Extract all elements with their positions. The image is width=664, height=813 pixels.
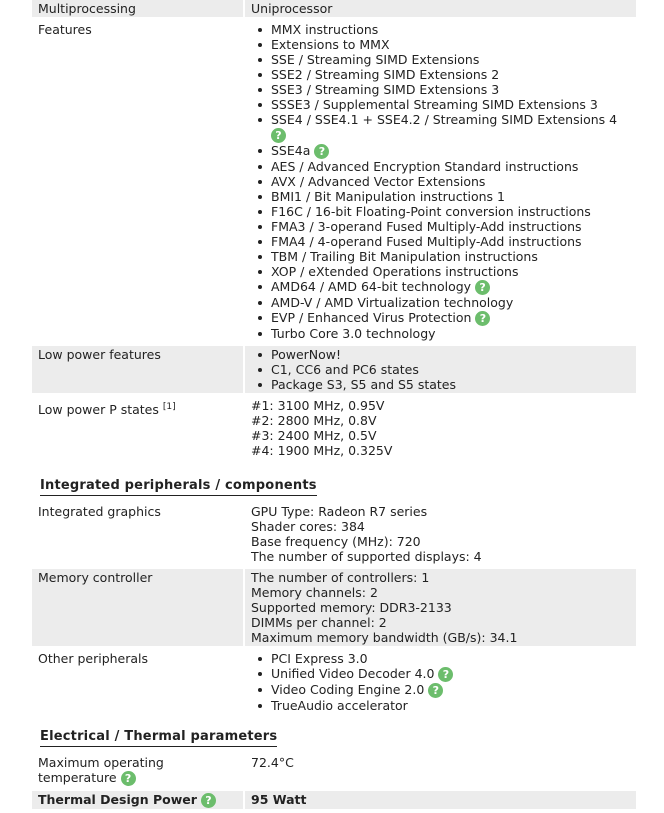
list-item: SSE3 / Streaming SIMD Extensions 3 [251,82,630,97]
row-low-power-features [32,346,636,393]
list-item: EVP / Enhanced Virus Protection ? [251,310,630,326]
help-icon[interactable]: ? [428,683,443,698]
list-item: FMA3 / 3-operand Fused Multiply-Add instructions [251,219,630,234]
list-item: C1, CC6 and PC6 states [251,362,630,377]
label-low-power-features: Low power features [32,346,243,393]
list-item: FMA4 / 4-operand Fused Multiply-Add instructions [251,234,630,249]
section-integrated [32,463,636,499]
value-multiprocessing: Uniprocessor [245,0,636,17]
help-icon[interactable]: ? [475,280,490,295]
label-tdp: Thermal Design Power ? [32,791,243,809]
row-p-states: Low power P states [1] #1: 3100 MHz, 0.95V #2: 2800 MHz, 0.8V #3: 2400 MHz, 0.5V #4: 1900 MHz, 0.325V [32,397,636,459]
features-list [251,22,630,341]
label-memory-controller: Memory controller [32,569,243,646]
help-icon[interactable]: ? [438,667,453,682]
row-multiprocessing [32,0,636,17]
list-item: SSE4a ? [251,143,630,159]
section-title: Integrated peripherals / components [40,478,317,496]
section-electrical [32,718,636,750]
value-max-temperature: 72.4°C [245,754,636,787]
list-item: AMD64 / AMD 64-bit technology ? [251,279,630,295]
list-item: SSE / Streaming SIMD Extensions [251,52,630,67]
help-icon[interactable]: ? [475,311,490,326]
list-item: Extensions to MMX [251,37,630,52]
low-power-list [251,347,630,392]
row-integrated-graphics: Integrated graphics GPU Type: Radeon R7 series Shader cores: 384 Base frequency (MHz): 720 The number of supported displays: 4 [32,503,636,565]
list-item: TBM / Trailing Bit Manipulation instructions [251,249,630,264]
list-item: AES / Advanced Encryption Standard instructions [251,159,630,174]
list-item: AMD-V / AMD Virtualization technology [251,295,630,310]
label-integrated-graphics: Integrated graphics [32,503,243,565]
label-p-states: Low power P states [1] [32,397,243,459]
row-other-peripherals [32,650,636,714]
list-item: Video Coding Engine 2.0 ? [251,682,630,698]
list-item: TrueAudio accelerator [251,698,630,713]
row-tdp [32,791,636,809]
label-features: Features [32,21,243,342]
help-icon[interactable]: ? [314,144,329,159]
help-icon[interactable]: ? [201,793,216,808]
list-item: F16C / 16-bit Floating-Point conversion instructions [251,204,630,219]
help-icon[interactable]: ? [121,771,136,786]
help-icon[interactable]: ? [271,128,286,143]
list-item: Turbo Core 3.0 technology [251,326,630,341]
row-max-temperature [32,754,636,787]
other-peripherals-list [251,651,630,713]
list-item: Unified Video Decoder 4.0 ? [251,666,630,682]
list-item: PCI Express 3.0 [251,651,630,666]
list-item: BMI1 / Bit Manipulation instructions 1 [251,189,630,204]
list-item: SSE4 / SSE4.1 + SSE4.2 / Streaming SIMD Extensions 4 ? [251,112,630,143]
spec-table [32,0,636,813]
list-item: PowerNow! [251,347,630,362]
list-item: MMX instructions [251,22,630,37]
row-features [32,21,636,342]
row-memory-controller: Memory controller The number of controllers: 1 Memory channels: 2 Supported memory: DDR3-2133 DIMMs per channel: 2 Maximum memory bandwidth (GB/s): 34.1 [32,569,636,646]
list-item: XOP / eXtended Operations instructions [251,264,630,279]
label-other-peripherals: Other peripherals [32,650,243,714]
list-item: Package S3, S5 and S5 states [251,377,630,392]
list-item: AVX / Advanced Vector Extensions [251,174,630,189]
label-multiprocessing: Multiprocessing [32,0,243,17]
list-item: SSE2 / Streaming SIMD Extensions 2 [251,67,630,82]
list-item: SSSE3 / Supplemental Streaming SIMD Extensions 3 [251,97,630,112]
section-title: Electrical / Thermal parameters [40,729,277,747]
reference-link[interactable]: [1] [162,401,176,412]
value-tdp: 95 Watt [245,791,636,809]
label-max-temperature: Maximum operating temperature ? [32,754,243,787]
